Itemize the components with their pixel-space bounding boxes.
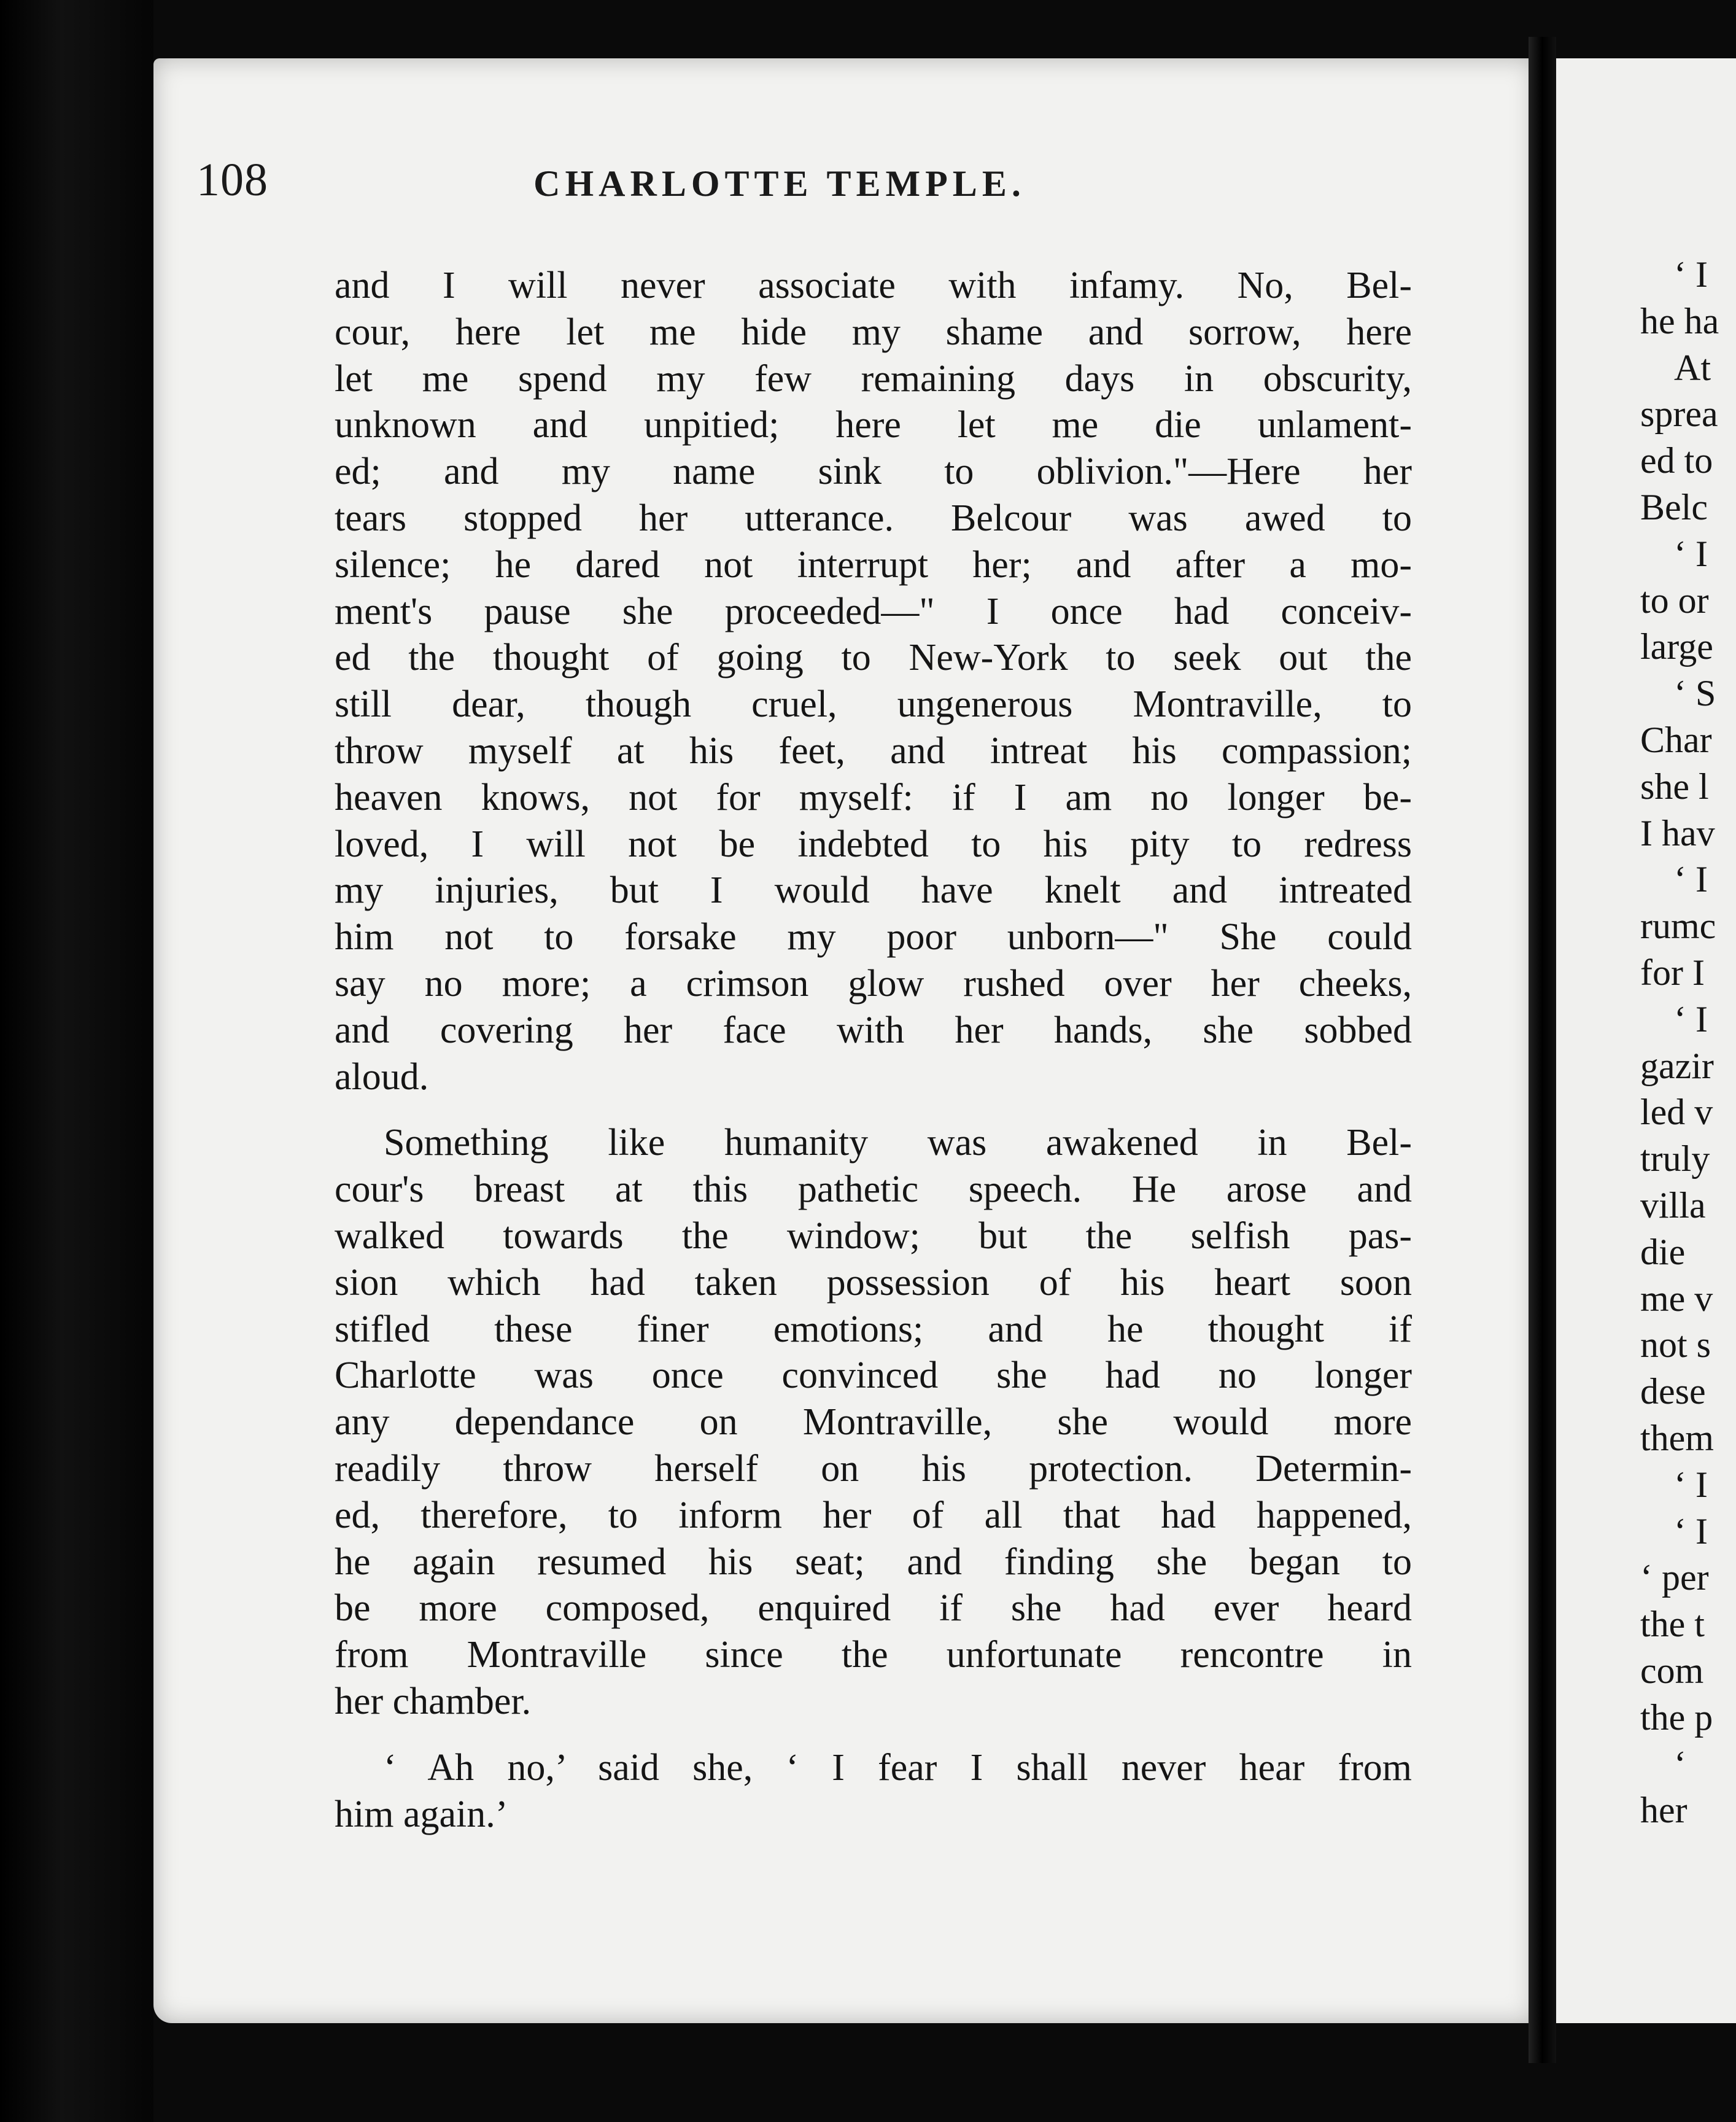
text-line: loved, I will not be indebted to his pity to redress [335,823,1412,865]
text-fragment: Char [1640,719,1712,760]
text-fragment: sprea [1640,394,1718,435]
page-body-text [335,263,1412,1838]
text-line: silence; he dared not interrupt her; and after a mo- [335,543,1412,586]
text-fragment: the t [1640,1604,1705,1645]
running-title: CHARLOTTE TEMPLE. [533,163,1026,204]
text-fragment: gazir [1640,1045,1714,1086]
text-fragment: I hav [1640,812,1715,853]
text-fragment: ‘ I [1674,859,1708,900]
text-fragment: dese [1640,1371,1706,1412]
text-fragment: she l [1640,766,1709,807]
text-line: Charlotte was once convinced she had no longer [335,1354,1412,1397]
text-fragment: her [1640,1790,1688,1831]
text-line: throw myself at his feet, and intreat his compassion; [335,729,1412,772]
text-line: let me spend my few remaining days in obscurity, [335,357,1412,400]
text-fragment: ed to [1640,440,1713,481]
text-line: readily throw herself on his protection. Determin- [335,1447,1412,1490]
text-fragment: Belc [1640,486,1708,527]
paragraph-gap [335,1100,1412,1120]
text-fragment: ‘ S [1674,673,1716,714]
page-number: 108 [196,154,268,206]
text-fragment: large [1640,626,1713,667]
text-line: aloud. [335,1055,429,1098]
text-line: he again resumed his seat; and finding she began to [335,1541,1412,1583]
text-line: ed the thought of going to New-York to seek out the [335,637,1412,679]
text-line: Something like humanity was awakened in Bel- [384,1122,1412,1164]
text-line: still dear, though cruel, ungenerous Montraville, to [335,683,1412,726]
book-binding-edge [0,0,153,2122]
text-fragment: to or [1640,580,1709,621]
page-gutter [1529,37,1556,2063]
text-line: and covering her face with her hands, she sobbed [335,1009,1412,1051]
text-fragment: ‘ I [1674,998,1708,1040]
text-fragment: ‘ I [1674,1510,1708,1552]
text-fragment: led v [1640,1092,1713,1133]
text-fragment: com [1640,1650,1704,1691]
text-line: from Montraville since the unfortunate rencontre in [335,1634,1412,1676]
text-line: him not to forsake my poor unborn—" She could [335,916,1412,958]
text-line: sion which had taken possession of his heart soon [335,1261,1412,1304]
text-line: heaven knows, not for myself: if I am no longer be- [335,776,1412,818]
text-fragment: At [1674,347,1711,388]
text-line: my injuries, but I would have knelt and intreated [335,869,1412,912]
paragraph-gap [335,1725,1412,1745]
text-fragment: truly [1640,1138,1710,1180]
text-line: ed; and my name sink to oblivion."—Here her [335,451,1412,493]
text-fragment: he ha [1640,300,1719,341]
text-fragment: ‘ I [1674,254,1708,295]
text-line: stifled these finer emotions; and he thought if [335,1308,1412,1350]
text-line: any dependance on Montraville, she would more [335,1401,1412,1444]
text-line: walked towards the window; but the selfish pas- [335,1215,1412,1257]
text-line: ‘ Ah no,’ said she, ‘ I fear I shall never hear from [384,1746,1412,1789]
text-line: her chamber. [335,1680,532,1722]
running-head [196,154,1191,215]
text-fragment: ‘ per [1640,1557,1709,1598]
text-fragment: them [1640,1417,1714,1458]
text-fragment: rumc [1640,906,1716,947]
text-line: unknown and unpitied; here let me die unlament- [335,404,1412,446]
paragraph [335,1745,1412,1838]
text-fragment: the p [1640,1696,1713,1738]
text-fragment: me v [1640,1278,1713,1319]
text-line: say no more; a crimson glow rushed over her cheeks, [335,962,1412,1005]
paragraph [335,1120,1412,1725]
text-line: cour's breast at this pathetic speech. He arose and [335,1168,1412,1211]
text-fragment: ‘ I [1674,1464,1708,1505]
text-line: ed, therefore, to inform her of all that had happened, [335,1494,1412,1536]
text-line: cour, here let me hide my shame and sorrow, here [335,311,1412,353]
text-fragment: villa [1640,1184,1706,1226]
text-fragment: ‘ [1674,1743,1686,1784]
text-fragment: for I [1640,952,1705,993]
text-fragment: ‘ I [1674,533,1708,574]
text-line: him again.’ [335,1793,508,1835]
text-fragment: not s [1640,1324,1711,1366]
text-line: ment's pause she proceeded—" I once had conceiv- [335,590,1412,632]
text-line: and I will never associate with infamy. No, Bel- [335,265,1412,306]
text-line: be more composed, enquired if she had ever heard [335,1587,1412,1630]
text-line: tears stopped her utterance. Belcour was awed to [335,497,1412,539]
paragraph [335,263,1412,1100]
right-page-text-fragments [1640,252,1736,1834]
text-fragment: die [1640,1231,1686,1272]
